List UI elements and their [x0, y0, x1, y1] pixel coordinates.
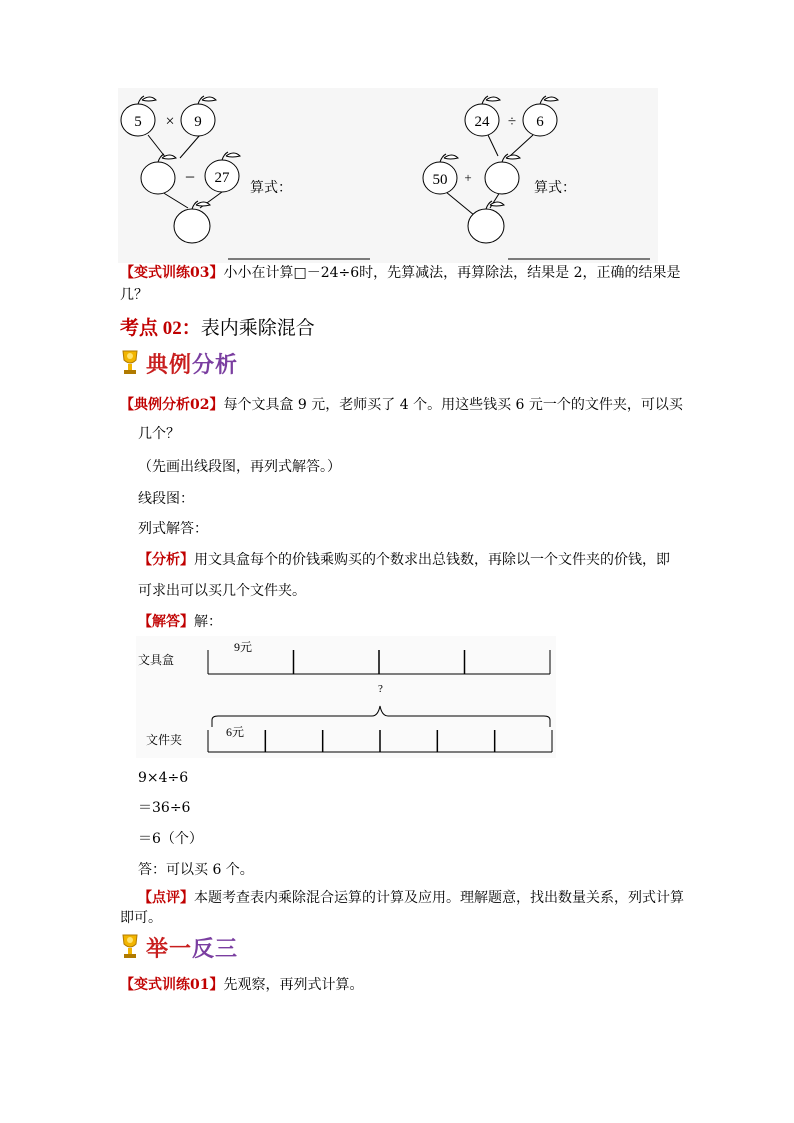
operator: ÷	[507, 114, 517, 130]
segment-diagram	[136, 636, 556, 758]
section-heading	[120, 316, 315, 341]
row1-segments	[208, 650, 550, 674]
example-text: 每个文具盒 9 元，老师买了 4 个。用这些钱买 6 元一个的文件夹，可以买	[223, 397, 683, 413]
operator: +	[464, 170, 472, 185]
practice-banner	[118, 930, 258, 964]
banner-text: 举一	[146, 936, 193, 962]
calc-step: ＝6（个）	[138, 831, 203, 847]
exercise-03-cont: 几？	[120, 287, 148, 303]
exercise-tag: 【变式训练03】	[120, 265, 224, 281]
section-prefix: 考点 02：	[120, 318, 201, 339]
apple-diagram-svg	[118, 88, 658, 263]
comment	[138, 888, 684, 908]
operator: −	[184, 167, 196, 187]
example-02	[120, 395, 683, 415]
apple-number: 50	[432, 172, 448, 188]
answer-text: 解：	[194, 614, 222, 630]
right-apple-tree	[423, 96, 576, 243]
row2-segments	[208, 730, 552, 752]
comment-cont: 即可。	[120, 910, 162, 926]
example-banner	[118, 346, 258, 380]
total-brace	[212, 706, 550, 727]
answer-tag: 【解答】	[138, 614, 194, 630]
example-tag: 【典例分析02】	[120, 397, 224, 413]
answer-intro	[138, 612, 222, 632]
banner-text: 典例	[146, 352, 193, 378]
calc-step: 9×4÷6	[138, 770, 189, 786]
example-instruction: （先画出线段图，再列式解答。）	[138, 459, 341, 475]
exercise-03	[120, 263, 681, 283]
apple-diagrams	[118, 88, 658, 263]
apple-number: 9	[194, 114, 202, 130]
apple-number: 27	[214, 170, 230, 186]
exercise-tag: 【变式训练01】	[120, 977, 224, 993]
apple-icon	[174, 201, 210, 243]
section-title: 表内乘除混合	[200, 317, 315, 339]
analysis-text: 用文具盒每个的价钱乘购买的个数求出总钱数，再除以一个文件夹的价钱，即	[194, 552, 670, 568]
unit-label: 6元	[226, 725, 245, 739]
formula-label: 算式：	[250, 181, 292, 196]
analysis	[138, 550, 670, 570]
left-apple-tree	[121, 96, 292, 243]
row-label: 文具盒	[138, 653, 175, 667]
apple-icon	[485, 154, 520, 194]
question-mark: ?	[378, 683, 383, 695]
analysis-tag: 【分析】	[138, 552, 194, 568]
example-02-cont: 几个？	[138, 426, 180, 442]
exercise-01	[120, 975, 363, 995]
comment-text: 本题考查表内乘除混合运算的计算及应用。理解题意，找出数量关系，列式计算	[194, 890, 684, 906]
segment-diagram-label: 线段图：	[138, 491, 194, 507]
exercise-text: 小小在计算□－24÷6时，先算减法，再算除法，结果是 2，正确的结果是	[223, 265, 681, 281]
apple-icon	[468, 201, 504, 243]
analysis-cont: 可求出可以买几个文件夹。	[138, 583, 306, 599]
row-label: 文件夹	[146, 733, 183, 747]
trophy-icon	[118, 932, 142, 962]
calc-step: ＝36÷6	[138, 800, 191, 816]
formula-label: 列式解答：	[138, 521, 208, 537]
banner-text: 分析	[192, 352, 239, 378]
trophy-icon	[118, 348, 142, 378]
apple-number: 6	[536, 114, 544, 130]
segment-diagram-svg	[136, 636, 556, 758]
banner-text: 反三	[192, 936, 239, 962]
answer-sentence: 答：可以买 6 个。	[138, 862, 254, 878]
apple-number: 24	[474, 114, 490, 130]
formula-label: 算式：	[534, 181, 576, 196]
unit-label: 9元	[234, 640, 253, 654]
comment-tag: 【点评】	[138, 890, 194, 906]
operator: ×	[165, 113, 175, 130]
apple-number: 5	[134, 114, 142, 130]
exercise-text: 先观察，再列式计算。	[223, 977, 364, 993]
apple-icon	[141, 154, 176, 194]
